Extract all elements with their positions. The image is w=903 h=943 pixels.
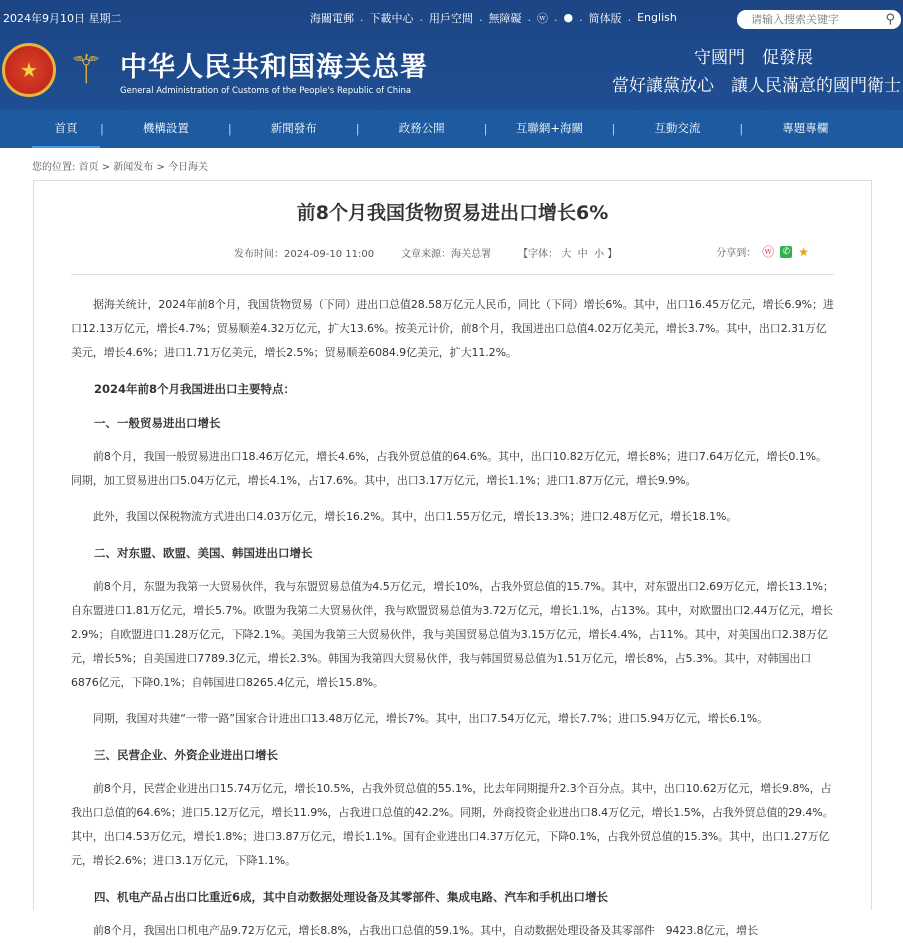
separator: . xyxy=(579,11,583,24)
article-container xyxy=(33,180,872,937)
separator: . xyxy=(419,11,423,24)
current-date: 2024年9月10日 星期二 xyxy=(3,11,122,25)
customs-emblem-icon: ⚚ xyxy=(68,47,104,93)
link-accessibility[interactable]: 無障礙 xyxy=(488,11,522,25)
wechat-share-icon[interactable]: ✆ xyxy=(780,246,792,258)
share-bar xyxy=(716,243,809,260)
breadcrumb-label: 您的位置: xyxy=(32,162,76,173)
main-nav xyxy=(0,110,903,148)
search-icon[interactable]: ⚲ xyxy=(885,12,895,27)
separator: . xyxy=(554,11,558,24)
slogan xyxy=(612,44,901,100)
font-label-end: 】 xyxy=(607,249,618,260)
link-email[interactable]: 海關電郵 xyxy=(310,11,354,25)
nav-news[interactable]: 新聞發布 xyxy=(270,121,317,135)
font-large-button[interactable]: 大 xyxy=(561,249,572,260)
article-title: 前8个月我国货物贸易进出口增长6% xyxy=(296,202,609,224)
link-user-space[interactable]: 用戶空間 xyxy=(429,11,473,25)
slogan-line-1: 守國門 促發展 xyxy=(694,48,813,68)
search-box xyxy=(737,10,901,29)
paragraph: 此外，我国以保税物流方式进出口4.03万亿元，增长16.2%。其中，出口1.55万亿元，增长13.3%；进口2.48万亿元，增长18.1%。 xyxy=(93,510,738,523)
search-input[interactable] xyxy=(751,14,871,26)
link-english[interactable]: English xyxy=(637,11,677,24)
brand[interactable] xyxy=(0,40,428,100)
separator: . xyxy=(627,11,632,24)
slogan-line-2: 當好讓黨放心 讓人民滿意的國門衛士 xyxy=(612,76,901,96)
separator: | xyxy=(739,122,744,136)
breadcrumb-home[interactable]: 首页 xyxy=(78,162,99,173)
separator: . xyxy=(360,11,364,24)
section-heading: 四、机电产品占出口比重近6成，其中自动数据处理设备及其零部件、集成电路、汽车和手机出口增长 xyxy=(94,890,608,904)
site-name-cn: 中华人民共和国海关总署 xyxy=(120,51,428,83)
site-name-en: General Administration of Customs of the People's Republic of China xyxy=(120,85,412,96)
separator: . xyxy=(527,11,531,24)
paragraph: 前8个月，东盟为我第一大贸易伙伴，我与东盟贸易总值为4.5万亿元，增长10%，占我外贸总值的15.7%。其中，对东盟出口2.69万亿元，增长13.1%；自东盟进口1.81万亿元，增长5.7%。欧盟为我第二大贸易伙伴，我与欧盟贸易总值为3.72万亿元，增长1.1%，占13%。其中，对欧盟出口2.44万亿元，增长2.9%；自欧盟进口1.28万亿元，下降2.1%。美国为我第三大贸易伙伴，我与美国贸易总值为3.15万亿元，增长4.4%，占11%。其中，对美国出口2.38万亿元，增长5%；自美国进口7789.3亿元，增长2.3%。韩国为我第四大贸易伙伴，我与韩国贸易总值为1.51万亿元，增长8%，占5.3%。其中，对韩国出口6876亿元，下降0.1%；自韩国进口8265.4亿元，增长15.8%。 xyxy=(71,580,834,689)
section-heading: 三、民营企业、外资企业进出口增长 xyxy=(94,748,278,762)
nav-interaction[interactable]: 互動交流 xyxy=(654,121,701,135)
share-label: 分享到： xyxy=(716,248,757,259)
paragraph: 同期，我国对共建“一带一路”国家合计进出口13.48万亿元，增长7%。其中，出口7.54万亿元，增长7.7%；进口5.94万亿元，增长6.1%。 xyxy=(93,712,769,725)
nav-topics[interactable]: 專題專欄 xyxy=(782,121,829,135)
separator: | xyxy=(483,122,488,136)
separator: . xyxy=(479,11,483,24)
breadcrumb-today[interactable]: 今日海关 xyxy=(168,162,209,173)
paragraph: 据海关统计，2024年前8个月，我国货物贸易（下同）进出口总值28.58万亿元人民币，同比（下同）增长6%。其中，出口16.45万亿元，增长6.9%；进口12.13万亿元，增长4.7%；贸易顺差4.32万亿元，扩大13.6%。按美元计价，前8个月，我国进出口总值4.02万亿美元，增长3.7%。其中，出口2.31万亿美元，增长4.6%；进口1.71万亿美元，增长2.5%；贸易顺差6084.9亿美元，扩大11.2%。 xyxy=(71,298,834,359)
breadcrumb-news[interactable]: 新闻发布 xyxy=(113,162,154,173)
separator: | xyxy=(355,122,360,136)
site-header xyxy=(0,0,903,148)
breadcrumb: 您的位置: 首页 > 新闻发布 > 今日海关 xyxy=(32,162,209,173)
font-size-controls xyxy=(518,245,617,260)
separator: | xyxy=(227,122,232,136)
article-meta xyxy=(71,245,834,275)
section-heading: 二、对东盟、欧盟、美国、韩国进出口增长 xyxy=(94,546,313,560)
top-bar xyxy=(0,0,903,35)
favorite-star-icon[interactable]: ★ xyxy=(798,244,809,259)
nav-home[interactable]: 首頁 xyxy=(32,110,100,148)
paragraph: 前8个月，民营企业进出口15.74万亿元，增长10.5%，占我外贸总值的55.1%，比去年同期提升2.3个百分点。其中，出口10.62万亿元，增长9.8%，占我出口总值的64.6%；进口5.12万亿元，增长11.9%，占我进口总值的42.2%。同期，外商投资企业进出口8.4万亿元，增长1.5%，占我外贸总值的29.4%。其中，出口4.53万亿元，增长1.8%；进口3.87万亿元，增长1.1%。国有企业进出口4.37万亿元，下降0.1%，占我外贸总值的15.3%。其中，出口1.27万亿元，增长2.6%；进口3.1万亿元，下降1.1%。 xyxy=(71,782,834,867)
article-source: 文章来源：海关总署 xyxy=(401,249,492,260)
nav-gov-affairs[interactable]: 政務公開 xyxy=(398,121,445,135)
nav-internet-customs[interactable]: 互聯網+海關 xyxy=(515,121,584,135)
article-body xyxy=(34,293,871,943)
separator: | xyxy=(611,122,616,136)
link-simplified[interactable]: 简体版 xyxy=(588,11,622,25)
national-emblem-icon: ★ xyxy=(2,43,56,97)
nav-organization[interactable]: 機構設置 xyxy=(142,121,189,135)
font-small-button[interactable]: 小 xyxy=(594,249,605,260)
weibo-icon[interactable]: ⓦ xyxy=(537,11,548,25)
paragraph: 前8个月，我国一般贸易进出口18.46万亿元，增长4.6%，占我外贸总值的64.6%。其中，出口10.82万亿元，增长8%；进口7.64万亿元，增长0.1%。同期，加工贸易进出口5.04万亿元，增长4.1%，占17.6%。其中，出口3.17万亿元，增长1.1%；进口1.87万亿元，增长9.9%。 xyxy=(71,450,827,487)
separator: | xyxy=(100,122,104,136)
publish-time: 发布时间：2024-09-10 11:00 xyxy=(234,249,375,260)
wechat-icon[interactable]: ● xyxy=(563,11,574,24)
weibo-share-icon[interactable]: ⓦ xyxy=(762,245,775,259)
link-downloads[interactable]: 下載中心 xyxy=(369,11,414,25)
section-heading: 一、一般贸易进出口增长 xyxy=(94,416,221,430)
font-medium-button[interactable]: 中 xyxy=(577,249,588,260)
section-heading: 2024年前8个月我国进出口主要特点： xyxy=(94,382,296,396)
font-label: 【字体： xyxy=(518,249,559,260)
paragraph: 前8个月，我国出口机电产品9.72万亿元，增长8.8%，占我出口总值的59.1%。其中，自动数据处理设备及其零部件 9423.8亿元，增长 xyxy=(93,924,758,937)
